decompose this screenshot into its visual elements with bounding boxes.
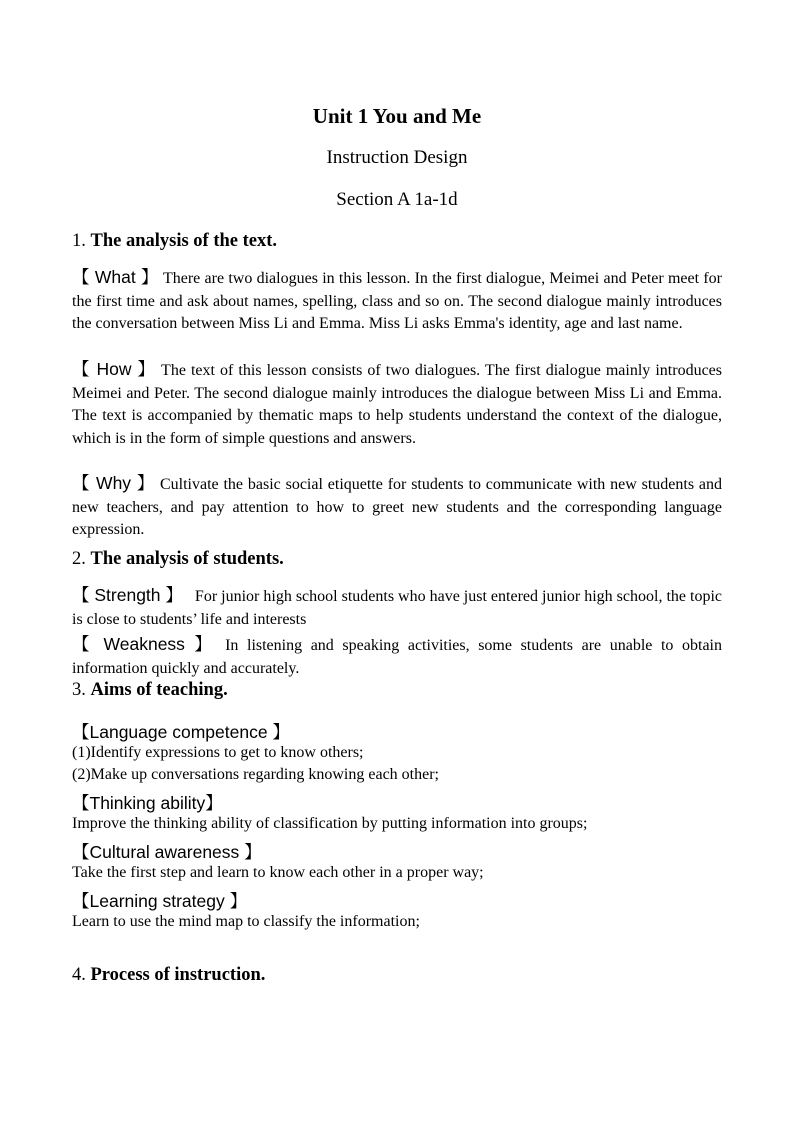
paragraph-why	[72, 472, 722, 542]
how-text: The text of this lesson consists of two dialogues. The first dialogue mainly introduces Meimei and Peter. The second dialogue mainly introduces the dialogue between Miss Li and Emma. The text is accompanied by thematic maps to help students understand the context of the dialogue, which is in the form of simple questions and answers.	[72, 362, 723, 447]
heading-student-analysis	[72, 549, 284, 570]
paragraph-what	[72, 266, 722, 336]
tag-strength: 【 Strength 】	[72, 585, 183, 605]
heading-number: 3.	[72, 680, 91, 700]
paragraph-strength	[72, 584, 722, 631]
tag-weakness: 【 Weakness 】	[72, 634, 217, 654]
heading-label: Process of instruction.	[90, 965, 266, 985]
language-item-1: (1)Identify expressions to get to know others;	[72, 744, 364, 761]
tag-why: 【 Why 】	[72, 473, 156, 493]
document-subtitle: Instruction Design	[326, 147, 468, 168]
heading-label: Aims of teaching.	[90, 680, 228, 700]
document-title: Unit 1 You and Me	[312, 104, 482, 128]
tag-language-competence: 【Language competence 】	[72, 722, 290, 742]
strength-text: For junior high school students who have just entered junior high school, the topic is close to students’ life and interests	[72, 588, 723, 628]
heading-instruction-process	[72, 965, 265, 986]
paragraph-how	[72, 358, 722, 450]
heading-label: The analysis of the text.	[90, 231, 278, 251]
heading-number: 1.	[72, 231, 91, 251]
paragraph-weakness	[72, 633, 722, 680]
what-text: There are two dialogues in this lesson. In the first dialogue, Meimei and Peter meet for the first time and ask about names, spelling, class and so on. The second dialogue mainly introduces the conversation between Miss Li and Emma. Miss Li asks Emma's identity, age and last name.	[72, 270, 723, 332]
weakness-text: In listening and speaking activities, some students are unable to obtain information quickly and accurately.	[72, 637, 723, 677]
heading-label: The analysis of students.	[90, 549, 284, 569]
heading-number: 2.	[72, 549, 91, 569]
learning-text: Learn to use the mind map to classify the information;	[72, 913, 420, 930]
why-text: Cultivate the basic social etiquette for students to communicate with new students and new teachers, and pay attention to how to greet new students and the corresponding language expression.	[72, 476, 723, 538]
culture-text: Take the first step and learn to know each other in a proper way;	[72, 864, 484, 881]
thinking-text: Improve the thinking ability of classification by putting information into groups;	[72, 815, 588, 832]
heading-number: 4.	[72, 965, 91, 985]
tag-cultural-awareness: 【Cultural awareness 】	[72, 842, 262, 862]
heading-text-analysis	[72, 231, 277, 252]
tag-learning-strategy: 【Learning strategy 】	[72, 891, 248, 911]
heading-teaching-aims	[72, 680, 228, 701]
section-label: Section A 1a-1d	[336, 189, 458, 210]
tag-what: 【 What 】	[72, 267, 159, 287]
language-item-2: (2)Make up conversations regarding knowing each other;	[72, 766, 439, 783]
tag-thinking-ability: 【Thinking ability】	[72, 793, 223, 813]
tag-how: 【 How 】	[72, 359, 156, 379]
